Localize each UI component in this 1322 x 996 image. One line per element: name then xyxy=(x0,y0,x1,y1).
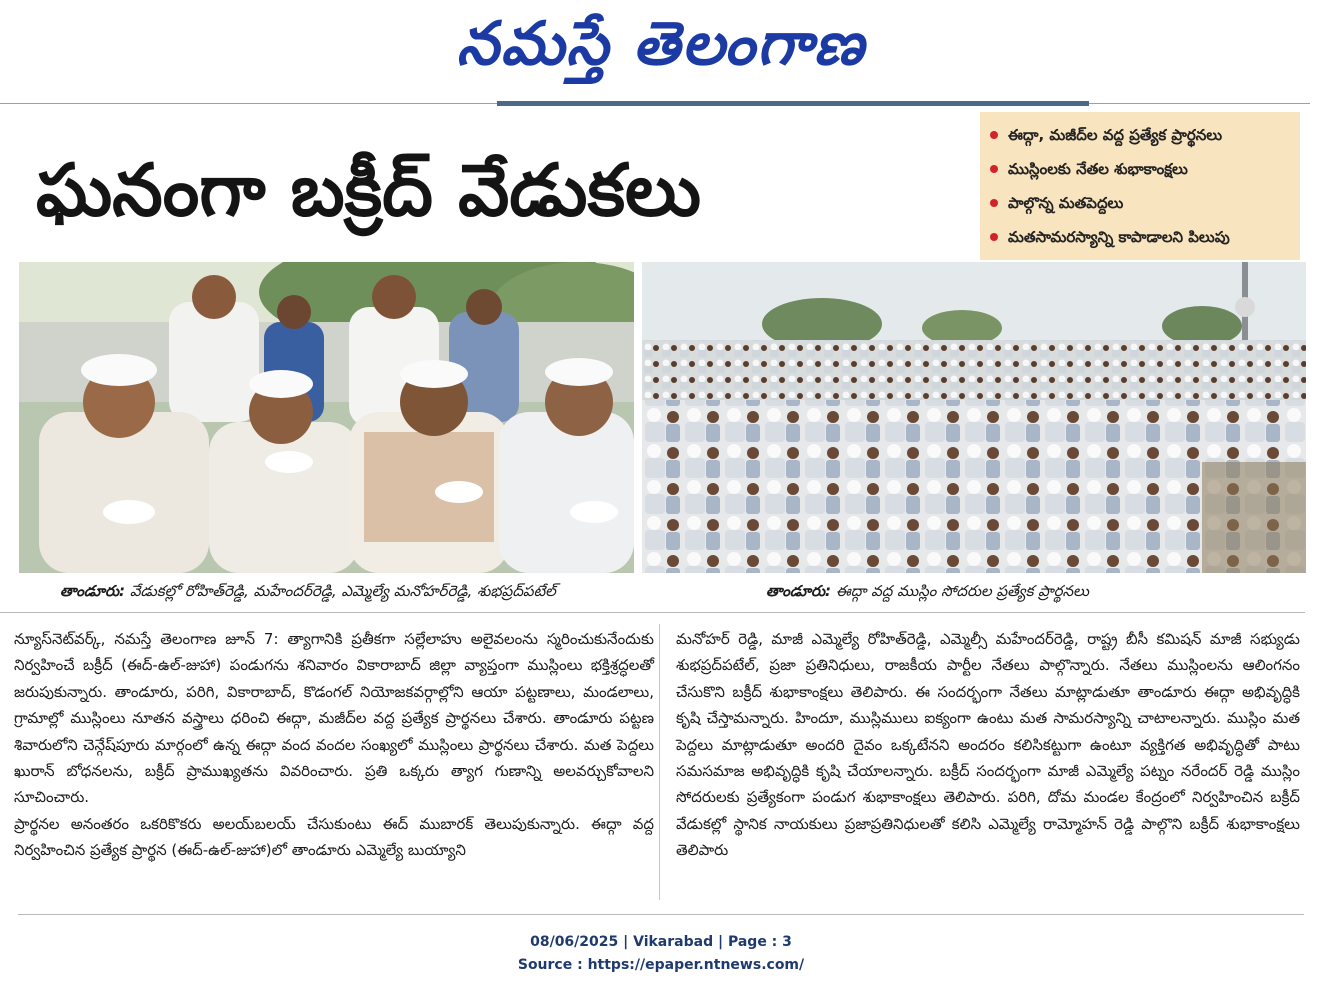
masthead xyxy=(0,0,1322,100)
bullet-icon xyxy=(990,131,998,139)
article-headline: ఘనంగా బక్రీద్ వేడుకలు xyxy=(36,148,702,232)
bullet-icon xyxy=(990,165,998,173)
article-column-right xyxy=(676,626,1300,864)
section-divider xyxy=(0,612,1305,613)
photo-leaders-celebration xyxy=(19,262,634,573)
newspaper-logo: నమస్తే తెలంగాణ xyxy=(456,9,866,79)
bullet-icon xyxy=(990,199,998,207)
highlight-text: పాల్గొన్న మతపెద్దలు xyxy=(1008,194,1124,212)
article-column-left xyxy=(14,626,654,864)
column-divider xyxy=(659,624,660,900)
caption-text: ఈద్గా వద్ద ముస్లిం సోదరుల ప్రత్యేక ప్రార్థనలు xyxy=(835,582,1089,600)
article-paragraph: న్యూస్‌నెట్‌వర్క్, నమస్తే తెలంగాణ జూన్ 7: త్యాగానికి ప్రతీకగా సల్లేలాహు అలైవలంను స్మరించుకునేందుకు నిర్వహించే బక్రీద్ (ఈద్-ఉల్-జుహా) పండుగను శనివారం వికారాబాద్ జిల్లా వ్యాప్తంగా ముస్లింలు భక్తిశ్రద్ధలతో జరుపుకున్నారు. తాండూరు, పరిగి, వికారాబాద్, కొడంగల్ నియోజకవర్గాల్లోని ఆయా పట్టణాలు, మండలాలు, గ్రామాల్లో ముస్లింలు నూతన వస్త్రాలు ధరించి ఈద్గా, మజీద్‌ల వద్ద ప్రత్యేక ప్రార్థనలు చేశారు. తాండూరు పట్టణ శివారులోని చెన్గేష్‌పూరు మార్గంలో ఉన్న ఈద్గా వంద వందల సంఖ్యలో ముస్లింలు ప్రార్థనలు చేశారు. మత పెద్దలు ఖురాన్ బోధనలను, బక్రీద్ ప్రాముఖ్యతను వివరించారు. ప్రతి ఒక్కరు త్యాగ గుణాన్ని అలవర్చుకోవాలని సూచించారు. xyxy=(14,630,654,807)
highlight-item xyxy=(984,220,1296,254)
highlight-item xyxy=(984,118,1296,152)
footer-divider xyxy=(18,914,1304,915)
edition-info: 08/06/2025 | Vikarabad | Page : 3 xyxy=(530,934,792,950)
article-paragraph: మనోహర్ రెడ్డి, మాజీ ఎమ్మెల్యే రోహిత్‌రెడ్డి, ఎమ్మెల్సీ మహేందర్‌రెడ్డి, రాష్ట్ర బీసీ కమిషన్ మాజీ సభ్యుడు శుభప్రద్‌పటేల్, ప్రజా ప్రతినిధులు, రాజకీయ పార్టీల నేతలు పాల్గొన్నారు. నేతలు ముస్లింలను ఆలింగనం చేసుకొని బక్రీద్ శుభాకాంక్షలు తెలిపారు. ఈ సందర్భంగా నేతలు మాట్లాడుతూ తాండూరు ఈద్గా అభివృద్ధికి కృషి చేస్తామన్నారు. హిందూ, ముస్లిములు ఐక్యంగా ఉంటు మత సామరస్యాన్ని చాటాలన్నారు. ముస్లిం మత పెద్దలు మాట్లాడుతూ అందరి దైవం ఒక్కటేనని అందరం కలిసికట్టుగా ఉంటూ వ్యక్తిగత అభివృద్ధితో పాటు సమసమాజ అభివృద్ధికి కృషి చేయాలన్నారు. బక్రీద్ సందర్భంగా మాజీ ఎమ్మెల్యే పట్నం నరేందర్ రెడ్డి ముస్లిం సోదరులకు ప్రత్యేకంగా పండుగ శుభాకాంక్షలు తెలిపారు. పరిగి, దోమ మండల కేంద్రంలో నిర్వహించిన బక్రీద్ వేడుకల్లో స్థానిక నాయకులు ప్రజాప్రతినిధులతో కలిసి ఎమ్మెల్యే రామ్మోహన్ రెడ్డి పాల్గొని బక్రీద్ శుభాకాంక్షలు తెలిపారు xyxy=(676,630,1300,860)
prayers-photo-illustration xyxy=(642,262,1306,573)
highlight-text: ఈద్గా, మజీద్‌ల వద్ద ప్రత్యేక ప్రార్థనలు xyxy=(1008,126,1223,144)
caption-place: తాండూరు: xyxy=(60,582,126,600)
photo-caption-right xyxy=(766,576,1296,606)
bullet-icon xyxy=(990,233,998,241)
caption-text: వేడుకల్లో రోహిత్‌రెడ్డి, మహేందర్‌రెడ్డి, ఎమ్మెల్యే మనోహర్‌రెడ్డి, శుభప్రద్‌పటేల్ xyxy=(129,582,556,600)
article-paragraph: ప్రార్థనల అనంతరం ఒకరికొకరు అలయ్‌బలయ్ చేసుకుంటు ఈద్ ముబారక్ తెలుపుకున్నారు. ఈద్గా వద్ద నిర్వహించిన ప్రత్యేక ప్రార్థన (ఈద్-ఉల్-జుహా)లో తాండూరు ఎమ్మెల్యే బుయ్యాని xyxy=(14,814,654,860)
highlight-text: మతసామరస్యాన్ని కాపాడాలని పిలుపు xyxy=(1008,228,1230,246)
highlight-text: ముస్లింలకు నేతల శుభాకాంక్షలు xyxy=(1008,160,1188,178)
caption-place: తాండూరు: xyxy=(766,582,832,600)
photo-caption-left xyxy=(60,576,630,606)
source-link[interactable]: Source : https://epaper.ntnews.com/ xyxy=(517,957,805,973)
highlight-item xyxy=(984,186,1296,220)
photo-eidgah-prayers xyxy=(642,262,1306,573)
highlights-box xyxy=(980,112,1300,260)
leaders-photo-illustration xyxy=(19,262,634,573)
masthead-accent-bar xyxy=(497,101,1089,106)
highlight-item xyxy=(984,152,1296,186)
